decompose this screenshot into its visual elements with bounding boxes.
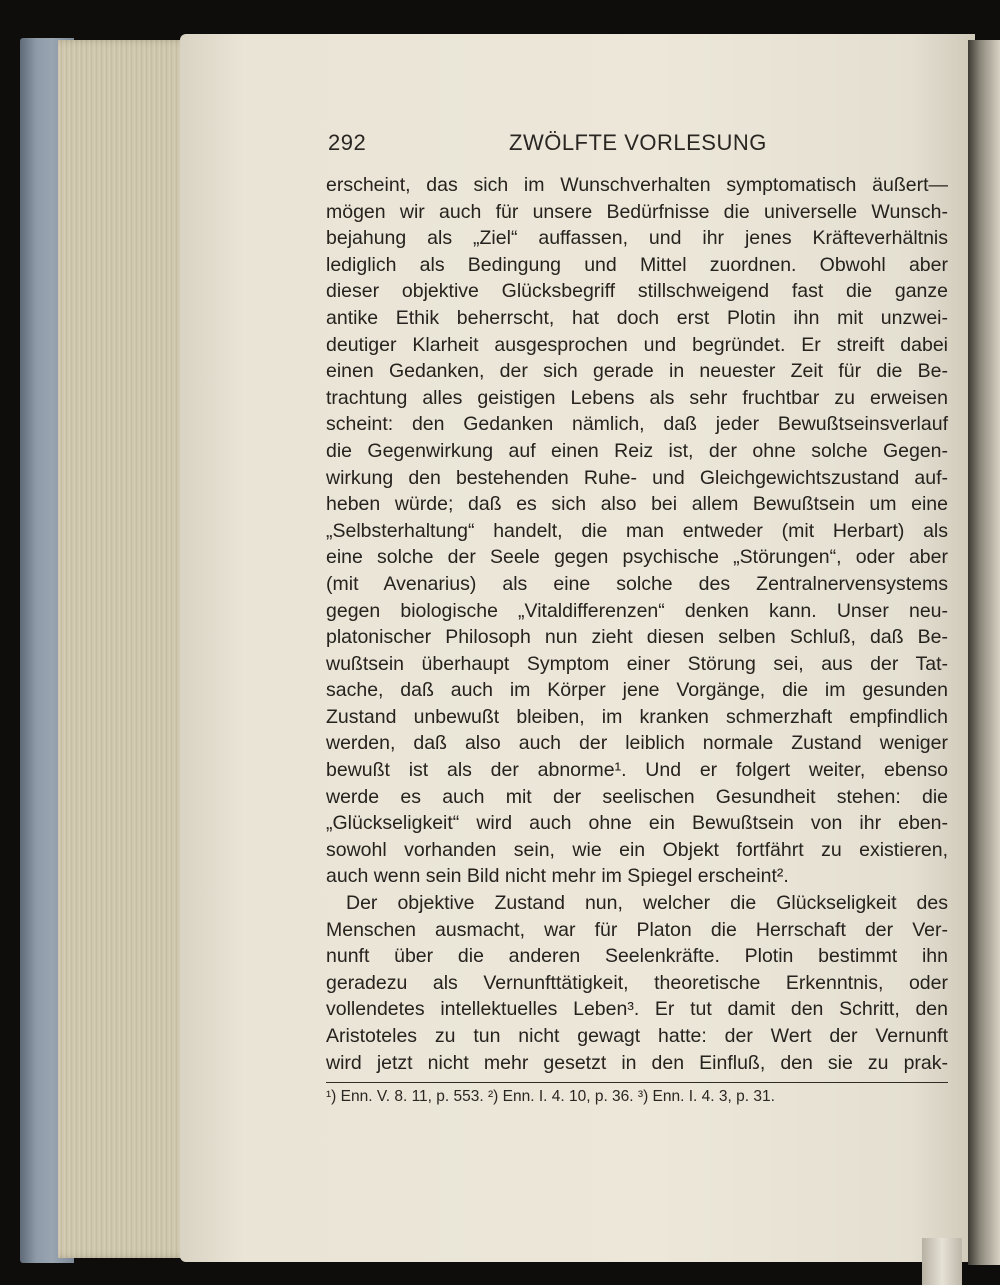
- text-line: Zustand unbewußt bleiben, im kranken schmerzhaft empfindlich: [326, 705, 948, 728]
- text-line: werde es auch mit der seelischen Gesundheit stehen: die: [326, 785, 948, 808]
- text-line: (mit Avenarius) als eine solche des Zentralnervensystems: [326, 572, 948, 595]
- text-line: einen Gedanken, der sich gerade in neuester Zeit für die Be-: [326, 360, 948, 383]
- text-line: deutiger Klarheit ausgesprochen und begründet. Er streift dabei: [326, 333, 948, 356]
- running-head: [328, 126, 778, 158]
- text-line: gegen biologische „Vitaldifferenzen“ denken kann. Unser neu-: [326, 599, 948, 622]
- footnote-rule: [326, 1082, 948, 1083]
- text-line: bejahung als „Ziel“ auffassen, und ihr jenes Kräfteverhältnis: [326, 227, 948, 250]
- text-line: trachtung alles geistigen Lebens als sehr fruchtbar zu erweisen: [326, 386, 948, 409]
- body-text: [326, 172, 948, 1076]
- text-line: „Glückseligkeit“ wird auch ohne ein Bewußtsein von ihr eben-: [326, 812, 948, 835]
- chapter-title: ZWÖLFTE VORLESUNG: [509, 130, 767, 155]
- book-gutter: [968, 40, 1000, 1265]
- text-line: vollendetes intellektuelles Leben³. Er tut damit den Schritt, den: [326, 998, 948, 1021]
- text-line: wußtsein überhaupt Symptom einer Störung sei, aus der Tat-: [326, 652, 948, 675]
- text-line: scheint: den Gedanken nämlich, daß jeder Bewußtseinsverlauf: [326, 413, 948, 436]
- text-line: wird jetzt nicht mehr gesetzt in den Einfluß, den sie zu prak-: [326, 1051, 948, 1074]
- text-line: lediglich als Bedingung und Mittel zuordnen. Obwohl aber: [326, 253, 948, 276]
- text-line: eine solche der Seele gegen psychische „Störungen“, oder aber: [326, 546, 948, 569]
- text-line: bewußt ist als der abnorme¹. Und er folgert weiter, ebenso: [326, 759, 948, 782]
- text-line: geradezu als Vernunfttätigkeit, theoretische Erkenntnis, oder: [326, 971, 948, 994]
- bookmark-ribbon: [922, 1238, 962, 1285]
- footnotes: ¹) Enn. V. 8. 11, p. 553. ²) Enn. I. 4. 10, p. 36. ³) Enn. I. 4. 3, p. 31.: [326, 1088, 775, 1105]
- text-line-paragraph-start: Der objektive Zustand nun, welcher die Glückseligkeit des: [346, 892, 948, 915]
- text-line: mögen wir auch für unsere Bedürfnisse die universelle Wunsch-: [326, 200, 948, 223]
- text-line: auch wenn sein Bild nicht mehr im Spiegel erscheint².: [326, 865, 789, 888]
- text-line: Aristoteles zu tun nicht gewagt hatte: der Wert der Vernunft: [326, 1025, 948, 1047]
- text-line: erscheint, das sich im Wunschverhalten symptomatisch äußert—: [326, 174, 948, 196]
- text-line: die Gegenwirkung auf einen Reiz ist, der ohne solche Gegen-: [326, 439, 948, 462]
- text-line: wirkung den bestehenden Ruhe- und Gleichgewichtszustand auf-: [326, 466, 948, 489]
- text-line: antike Ethik beherrscht, hat doch erst Plotin ihn mit unzwei-: [326, 306, 948, 329]
- page-number: 292: [328, 130, 367, 155]
- page-block-edge: [58, 40, 194, 1258]
- text-line: sowohl vorhanden sein, wie ein Objekt fortfährt zu existieren,: [326, 838, 948, 861]
- text-line: platonischer Philosoph nun zieht diesen selben Schluß, daß Be-: [326, 626, 948, 649]
- text-line: sache, daß auch im Körper jene Vorgänge, die im gesunden: [326, 679, 948, 702]
- text-line: nunft über die anderen Seelenkräfte. Plotin bestimmt ihn: [326, 945, 948, 968]
- text-line: heben würde; daß es sich also bei allem Bewußtsein um eine: [326, 493, 948, 516]
- text-line: Menschen ausmacht, war für Platon die Herrschaft der Ver-: [326, 918, 948, 941]
- text-line: werden, daß also auch der leiblich normale Zustand weniger: [326, 732, 948, 755]
- text-line: dieser objektive Glücksbegriff stillschweigend fast die ganze: [326, 280, 948, 303]
- text-line: „Selbsterhaltung“ handelt, die man entweder (mit Herbart) als: [326, 519, 948, 542]
